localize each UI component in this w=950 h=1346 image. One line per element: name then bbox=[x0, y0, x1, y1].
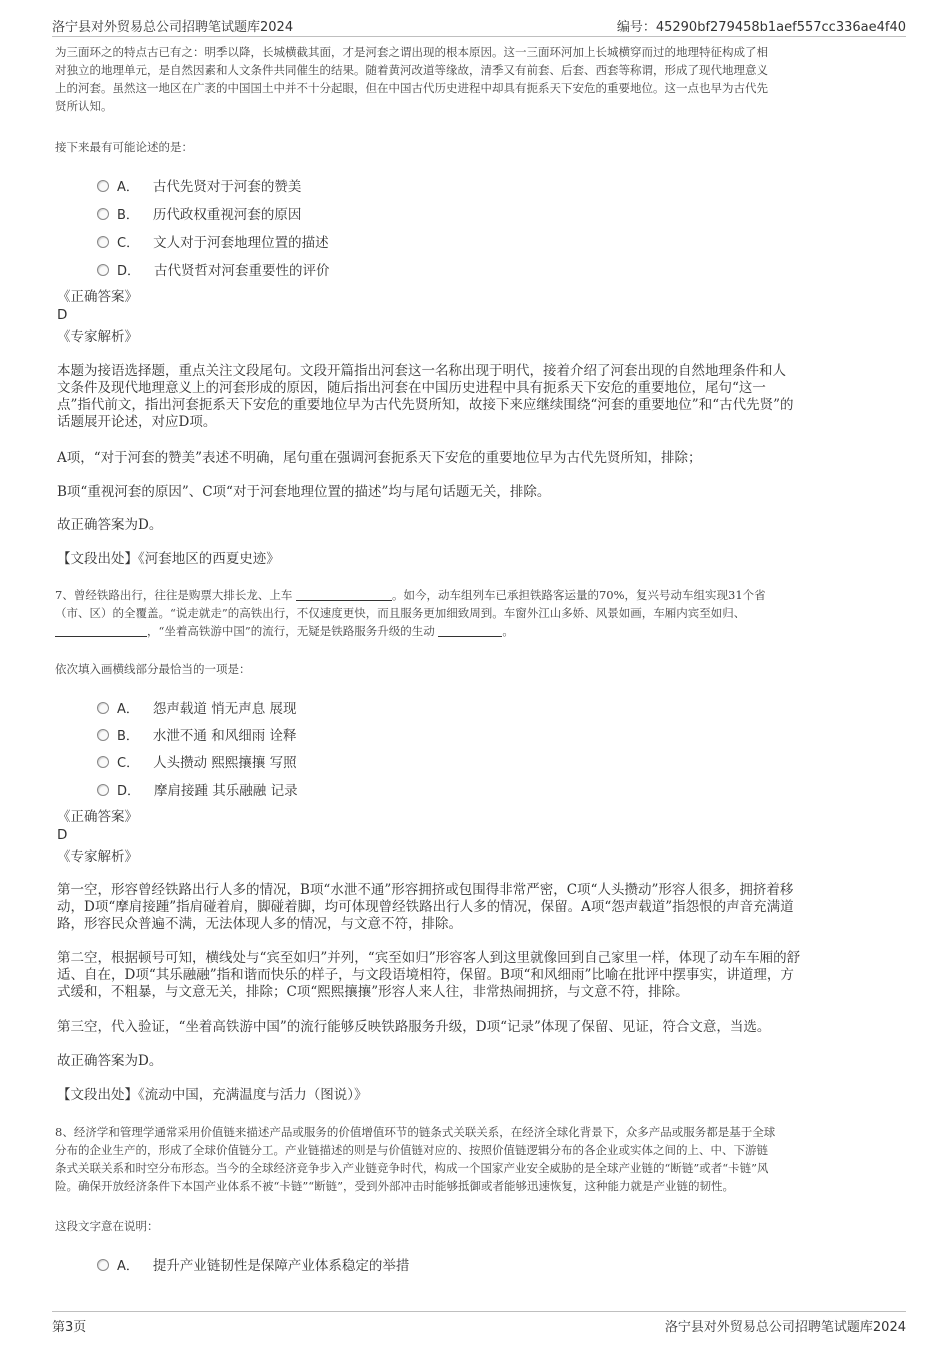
radio-icon[interactable] bbox=[97, 1259, 109, 1271]
header-serial: 编号：45290bf279458b1aef557cc336ae4f40 bbox=[616, 20, 906, 35]
footer-title: 洛宁县对外贸易总公司招聘笔试题库2024 bbox=[664, 1320, 906, 1335]
q7-blank-2 bbox=[55, 624, 147, 637]
radio-icon[interactable] bbox=[97, 236, 109, 248]
q7-source-title: 《流动中国，充满温度与活力（图说）》 bbox=[138, 1087, 368, 1103]
q6-analysis-line: B项“重视河套的原因”、C项“对于河套地理位置的描述”均与尾句话题无关，排除。 bbox=[57, 484, 551, 500]
page-footer bbox=[52, 1311, 906, 1346]
q7-analysis-line: 动，D项“摩肩接踵”指肩碰着肩，脚碰着脚，均可体现曾经铁路出行人多的情况，保留。A项“怨声载道”指怨恨的声音充满道 bbox=[57, 899, 794, 915]
q7-analysis-line: 适、自在，D项“其乐融融”指和谐而快乐的样子，与文段语境相符，保留。B项“和风细雨”比喻在批评中摆事实，讲道理，方 bbox=[57, 967, 794, 983]
q7-analysis-label: 《专家解析》 bbox=[57, 849, 138, 865]
q6-prompt: 接下来最有可能论述的是： bbox=[55, 140, 193, 154]
q6-answer: D bbox=[57, 307, 68, 323]
q7-analysis-line: 第一空，形容曾经铁路出行人多的情况，B项“水泄不通”形容拥挤或包围得非常严密，C项“人头攒动”形容人很多，拥挤着移 bbox=[57, 882, 794, 898]
radio-icon[interactable] bbox=[97, 702, 109, 714]
radio-icon[interactable] bbox=[97, 784, 109, 796]
q7-answer: D bbox=[57, 827, 68, 843]
q6-option-d[interactable]: D． 古代贤哲对河套重要性的评价 bbox=[97, 259, 330, 277]
q7-option-b[interactable]: B． 水泄不通 和风细雨 诠释 bbox=[97, 724, 297, 742]
q6-answer-label: 《正确答案》 bbox=[57, 289, 138, 305]
q8-option-a[interactable]: A． 提升产业链韧性是保障产业体系稳定的举措 bbox=[97, 1254, 409, 1272]
q7-stem-line: （市、区）的全覆盖。“说走就走”的高铁出行，不仅速度更快，而且服务更加细致周到。车窗外江山多娇、风景如画，车厢内宾至如归、 bbox=[55, 606, 746, 620]
q7-prompt: 依次填入画横线部分最恰当的一项是： bbox=[55, 662, 251, 676]
q6-analysis-line: 故正确答案为D。 bbox=[57, 517, 163, 533]
q6-option-a[interactable]: A． 古代先贤对于河套的赞美 bbox=[97, 175, 301, 193]
radio-icon[interactable] bbox=[97, 756, 109, 768]
q7-stem-line: 7、曾经铁路出行，往往是购票大排长龙、上车 。如今，动车组列车已承担铁路客运量的70%，复兴号动车组实现31个省 bbox=[55, 588, 766, 602]
q6-option-c[interactable]: C． 文人对于河套地理位置的描述 bbox=[97, 231, 329, 249]
q7-option-c[interactable]: C． 人头攒动 熙熙攘攘 写照 bbox=[97, 751, 297, 769]
header-title: 洛宁县对外贸易总公司招聘笔试题库2024 bbox=[52, 20, 294, 35]
radio-icon[interactable] bbox=[97, 180, 109, 192]
q7-source bbox=[57, 1087, 368, 1104]
q8-prompt: 这段文字意在说明： bbox=[55, 1219, 159, 1233]
page-header bbox=[52, 0, 906, 37]
q7-option-d[interactable]: D． 摩肩接踵 其乐融融 记录 bbox=[97, 779, 298, 797]
q6-option-b[interactable]: B． 历代政权重视河套的原因 bbox=[97, 203, 301, 221]
q6-analysis-line: 文条件及现代地理意义上的河套形成的原因，随后指出河套在中国历史进程中具有扼系天下安危的重要地位，尾句“这一 bbox=[57, 380, 766, 396]
q7-stem-line: ，“坐着高铁游中国”的流行，无疑是铁路服务升级的生动 。 bbox=[55, 623, 514, 641]
q6-passage-line: 上的河套。虽然这一地区在广袤的中国国土中并不十分起眼，但在中国古代历史进程中却具有扼系天下安危的重要地位。这一点也早为古代先 bbox=[55, 81, 768, 95]
radio-icon[interactable] bbox=[97, 729, 109, 741]
q7-blank-1 bbox=[296, 588, 392, 601]
q8-passage-line: 分布的企业生产的，形成了全球价值链分工。产业链描述的则是与价值链对应的、按照价值链逻辑分布的各企业或实体之间的上、中、下游链 bbox=[55, 1143, 768, 1157]
q7-blank-3 bbox=[438, 624, 502, 637]
q6-analysis-line: 话题展开论述，对应D项。 bbox=[57, 414, 217, 430]
q7-source-label: 【文段出处】 bbox=[57, 1087, 138, 1103]
radio-icon[interactable] bbox=[97, 208, 109, 220]
q6-analysis-line: 本题为接语选择题，重点关注文段尾句。文段开篇指出河套这一名称出现于明代，接着介绍了河套出现的自然地理条件和人 bbox=[57, 363, 786, 379]
q6-source bbox=[57, 551, 280, 568]
q7-analysis-line: 第三空，代入验证，“坐着高铁游中国”的流行能够反映铁路服务升级，D项“记录”体现了保留、见证，符合文意，当选。 bbox=[57, 1019, 771, 1035]
q7-analysis-line: 故正确答案为D。 bbox=[57, 1053, 163, 1069]
q7-analysis-line: 式缓和，不粗暴，与文意无关，排除；C项“熙熙攘攘”形容人来人往，非常热闹拥挤，与文意不符，排除。 bbox=[57, 984, 689, 1000]
q6-analysis-line: A项，“对于河套的赞美”表述不明确，尾句重在强调河套扼系天下安危的重要地位早为古代先贤所知，排除； bbox=[57, 450, 702, 466]
q7-answer-label: 《正确答案》 bbox=[57, 809, 138, 825]
q7-analysis-line: 第二空，根据顿号可知，横线处与“宾至如归”并列，“宾至如归”形容客人到这里就像回到自己家里一样，体现了动车车厢的舒 bbox=[57, 950, 801, 966]
q7-analysis-line: 路，形容民众普遍不满，无法体现人多的情况，与文意不符，排除。 bbox=[57, 916, 462, 932]
q6-passage-line: 贤所认知。 bbox=[55, 99, 113, 113]
q6-source-title: 《河套地区的西夏史迹》 bbox=[138, 551, 280, 567]
q8-passage-line: 条式关联关系和时空分布形态。当今的全球经济竞争步入产业链竞争时代，构成一个国家产业安全威胁的是全球产业链的“断链”或者“卡链”风 bbox=[55, 1161, 769, 1175]
q8-passage-line: 8、经济学和管理学通常采用价值链来描述产品或服务的价值增值环节的链条式关联关系，在经济全球化背景下，众多产品或服务都是基于全球 bbox=[55, 1125, 776, 1139]
q6-analysis-label: 《专家解析》 bbox=[57, 329, 138, 345]
q6-passage-line: 为三面环之的特点古已有之：明季以降，长城横截其面，才是河套之谓出现的根本原因。这一三面环河加上长城横穿而过的地理特征构成了相 bbox=[55, 45, 768, 59]
q8-passage-line: 险。确保开放经济条件下本国产业体系不被“卡链”“断链”，受到外部冲击时能够抵御或者能够迅速恢复，这种能力就是产业链的韧性。 bbox=[55, 1179, 735, 1193]
q6-analysis-line: 点”指代前文，指出河套扼系天下安危的重要地位早为古代先贤所知，故接下来应继续围绕“河套的重要地位”和“古代先贤”的 bbox=[57, 397, 794, 413]
q6-passage-line: 对独立的地理单元，是自然因素和人文条件共同催生的结果。随着黄河改道等缘故，清季又有前套、后套、西套等称谓，形成了现代地理意义 bbox=[55, 63, 768, 77]
q6-source-label: 【文段出处】 bbox=[57, 551, 138, 567]
page-number: 第3页 bbox=[52, 1320, 87, 1335]
radio-icon[interactable] bbox=[97, 264, 109, 276]
q7-option-a[interactable]: A． 怨声载道 悄无声息 展现 bbox=[97, 697, 297, 715]
